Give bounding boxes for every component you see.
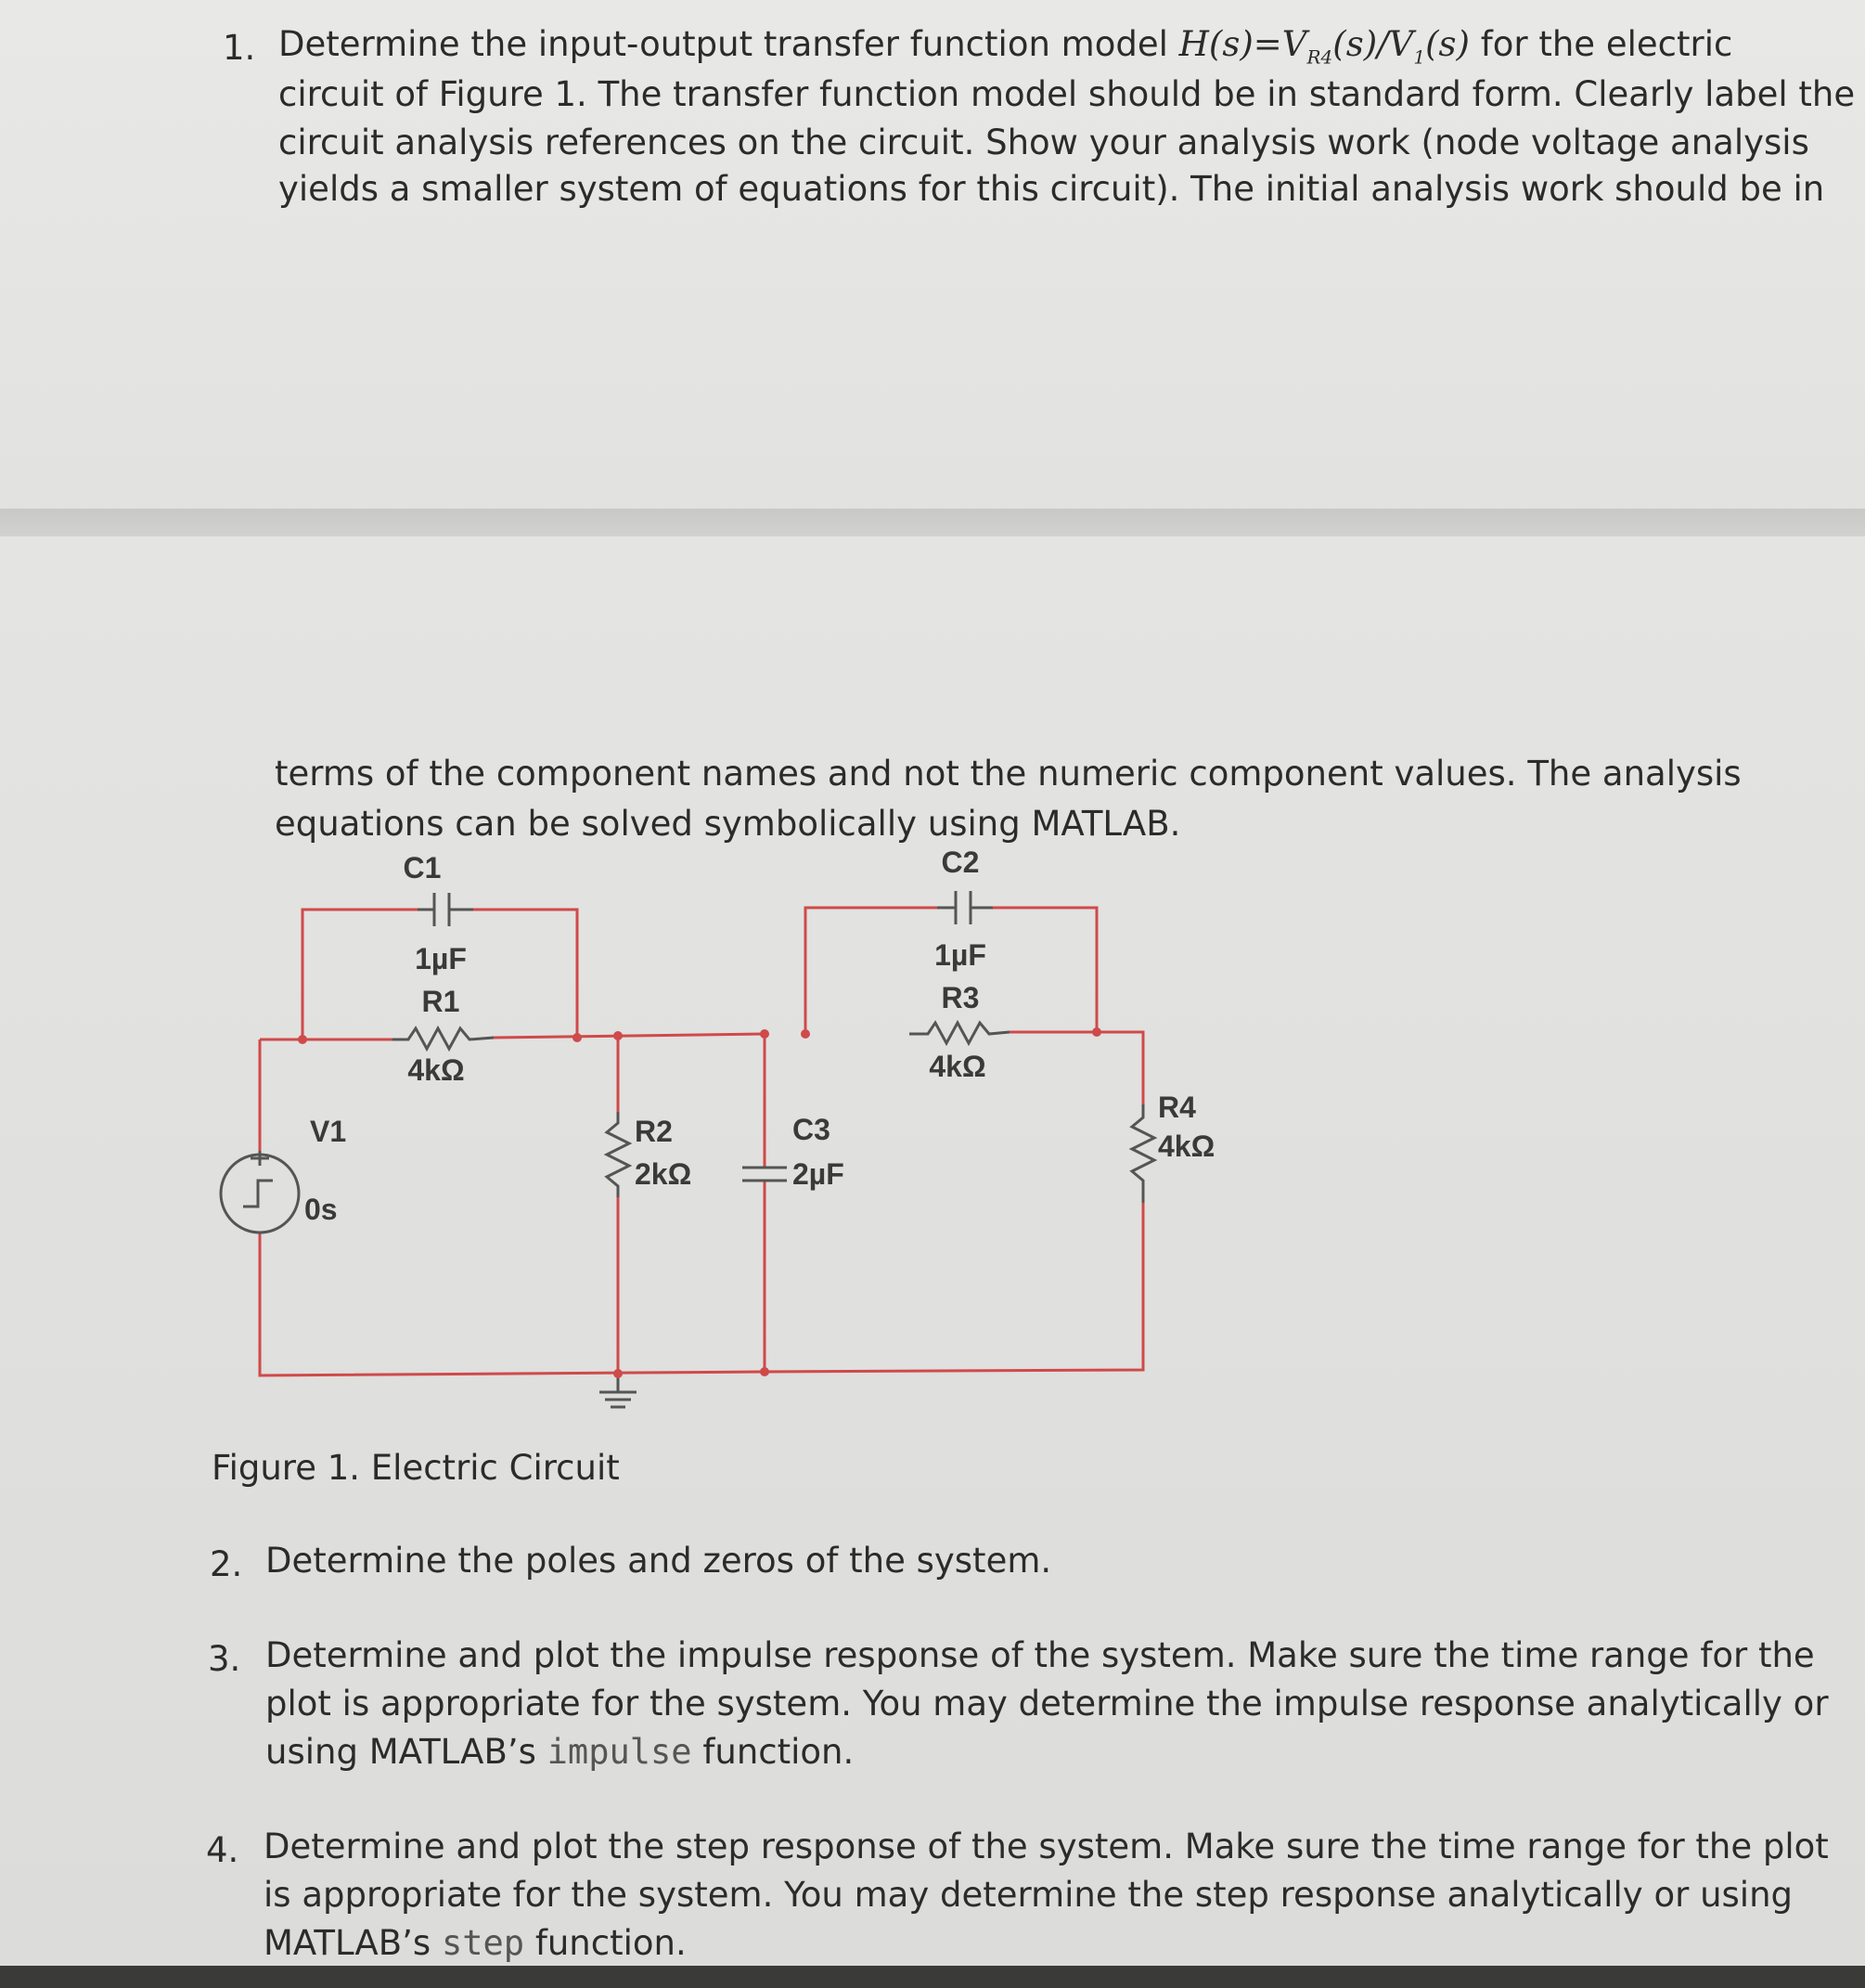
c3-name-label: C3	[792, 1113, 830, 1146]
q3-code-impulse: impulse	[547, 1732, 692, 1772]
v1-name-label: V1	[310, 1115, 347, 1148]
q1-continuation-2: equations can be solved symbolically using MATLAB.	[275, 804, 1181, 844]
r2-value-label: 2kΩ	[635, 1157, 692, 1191]
junction-dot	[298, 1035, 307, 1044]
junction-dot	[760, 1029, 769, 1039]
formula-sub-r4: R4	[1306, 45, 1333, 69]
wire-bottom-right	[765, 1203, 1143, 1372]
formula-part-2: (s)/V	[1332, 24, 1414, 64]
q2-number: 2.	[210, 1544, 243, 1584]
c1-value-label: 1µF	[415, 942, 467, 975]
q4-line-3	[264, 1919, 687, 1968]
r1-value-label: 4kΩ	[407, 1053, 465, 1087]
q3-line-1: Determine and plot the impulse response of the system. Make sure the time range for the	[265, 1635, 1815, 1675]
q1-line-2: circuit of Figure 1. The transfer function model should be in standard form. Clearly label the	[278, 74, 1856, 114]
resistor-r4-symbol	[1132, 1104, 1154, 1203]
r3-name-label: R3	[941, 981, 980, 1014]
formula-part-3: (s)	[1425, 24, 1470, 64]
q1-line-3: circuit analysis references on the circuit. Show your analysis work (node voltage analysis	[278, 123, 1809, 162]
q4-code-step: step	[441, 1923, 525, 1963]
q4-line-2: is appropriate for the system. You may determine the step response analytically or using	[264, 1875, 1794, 1915]
junction-dot	[1092, 1027, 1101, 1037]
r4-name-label: R4	[1158, 1091, 1196, 1124]
q2-text: Determine the poles and zeros of the system.	[265, 1541, 1052, 1581]
ground-symbol	[599, 1374, 637, 1407]
junction-dot	[572, 1033, 582, 1042]
resistor-r2-symbol	[607, 1112, 629, 1197]
circuit-wires	[260, 908, 1143, 1375]
wire-c1-right	[473, 910, 577, 1038]
resistor-r1-symbol	[392, 1028, 494, 1049]
q1-line-1-tail: for the electric	[1480, 24, 1733, 64]
junction-dot	[801, 1029, 810, 1039]
q3-line-3	[265, 1728, 854, 1776]
c2-value-label: 1µF	[934, 938, 986, 972]
q3-line-3-post: function.	[702, 1732, 855, 1772]
voltage-source-v1-symbol	[221, 1151, 299, 1233]
c1-name-label: C1	[403, 851, 442, 884]
q1-number: 1.	[223, 28, 256, 68]
wire-top-middle	[494, 1034, 765, 1038]
wire-c2-right	[993, 908, 1097, 1032]
r3-value-label: 4kΩ	[929, 1050, 986, 1083]
q4-line-3-post: function.	[534, 1923, 687, 1963]
capacitor-c1-symbol	[418, 893, 473, 926]
q3-number: 3.	[208, 1639, 241, 1679]
wire-c2-left	[805, 908, 937, 1034]
v1-value-label: 0s	[304, 1193, 338, 1226]
q3-line-3-pre: using MATLAB’s	[265, 1732, 536, 1772]
wire-bottom-left	[260, 1233, 765, 1375]
formula-sub-1: 1	[1413, 45, 1426, 69]
q4-line-3-pre: MATLAB’s	[264, 1923, 431, 1963]
q1-continuation-1: terms of the component names and not the numeric component values. The analysis	[275, 754, 1742, 794]
capacitor-c3-symbol	[742, 1168, 787, 1181]
q1-line-4: yields a smaller system of equations for this circuit). The initial analysis work should be in	[278, 169, 1825, 209]
wire-c1-left	[302, 910, 418, 1039]
capacitor-c2-symbol	[937, 891, 993, 924]
junction-dot	[613, 1031, 623, 1040]
c3-value-label: 2µF	[792, 1157, 844, 1191]
c2-name-label: C2	[941, 846, 980, 879]
figure-caption: Figure 1. Electric Circuit	[212, 1448, 620, 1488]
r4-value-label: 4kΩ	[1158, 1130, 1215, 1163]
r1-name-label: R1	[421, 985, 460, 1018]
resistor-r3-symbol	[909, 1023, 1010, 1043]
junction-dot	[760, 1367, 769, 1376]
r2-name-label: R2	[635, 1115, 673, 1148]
junction-dot	[613, 1369, 623, 1378]
q4-number: 4.	[206, 1830, 239, 1870]
q4-line-1: Determine and plot the step response of the system. Make sure the time range for the plot	[264, 1827, 1829, 1866]
wire-top-right	[1010, 1032, 1143, 1104]
component-symbols	[221, 891, 1154, 1407]
formula-part-1: H(s)=V	[1178, 24, 1307, 64]
q1-line-1-text: Determine the input-output transfer function model	[278, 24, 1168, 64]
q3-line-2: plot is appropriate for the system. You may determine the impulse response analytically or	[265, 1684, 1829, 1723]
